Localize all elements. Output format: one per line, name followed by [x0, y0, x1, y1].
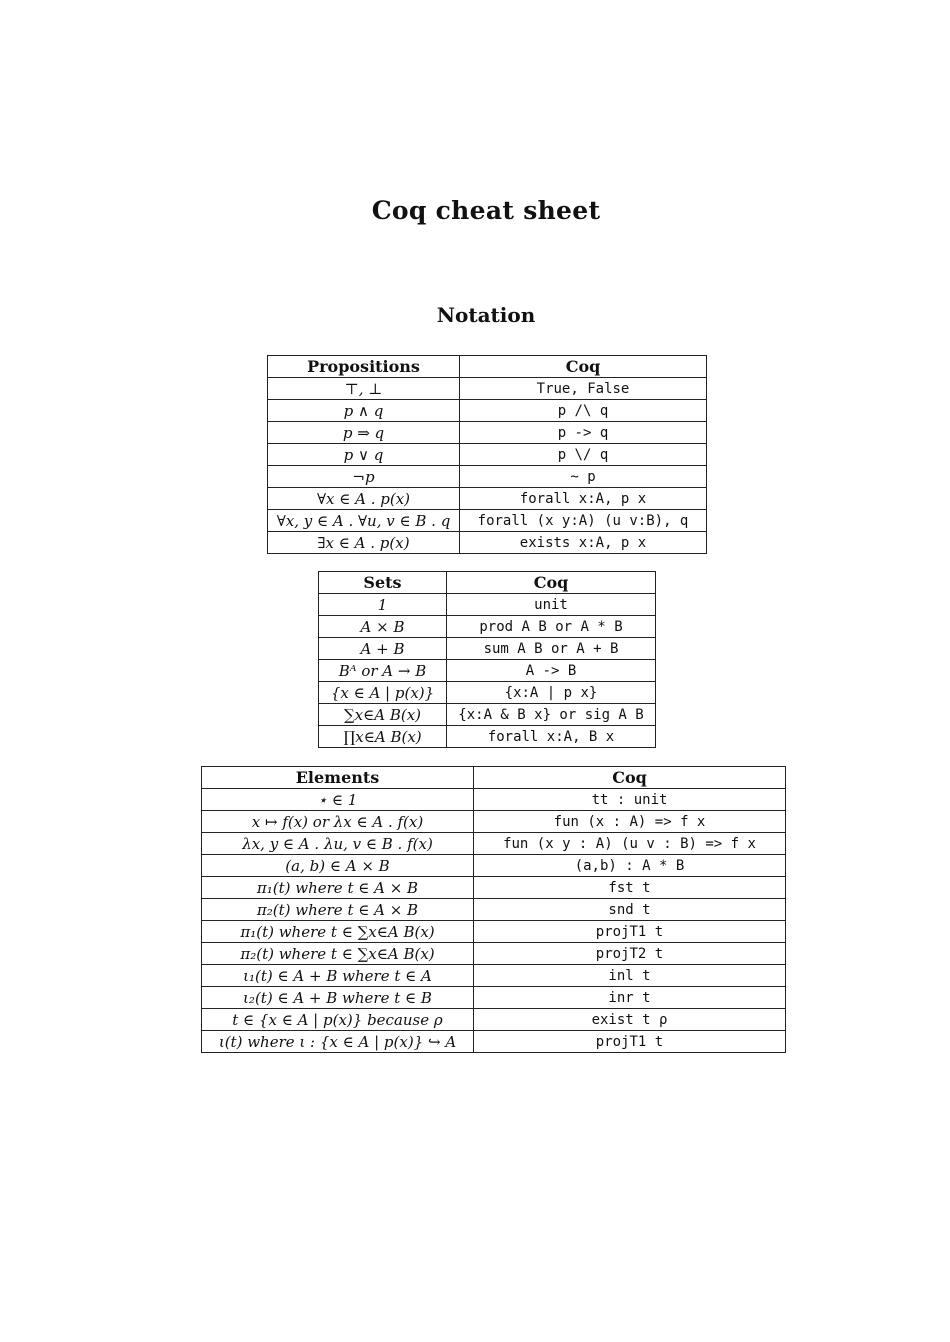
table-header-row	[202, 767, 786, 789]
math-cell: ⋆ ∈ 1	[202, 789, 474, 811]
math-cell: ∀x ∈ A . p(x)	[268, 488, 460, 510]
coq-cell: exists x:A, p x	[460, 532, 707, 554]
table-row	[319, 682, 656, 704]
math-cell: ∏x∈A B(x)	[319, 726, 447, 748]
coq-cell: projT2 t	[474, 943, 786, 965]
column-header: Coq	[460, 356, 707, 378]
math-cell: ⊤, ⊥	[268, 378, 460, 400]
propositions-table	[267, 355, 707, 554]
math-cell: p ∨ q	[268, 444, 460, 466]
math-cell: A × B	[319, 616, 447, 638]
table-header-row	[268, 356, 707, 378]
math-cell: (a, b) ∈ A × B	[202, 855, 474, 877]
coq-cell: ~ p	[460, 466, 707, 488]
math-cell: t ∈ {x ∈ A | p(x)} because ρ	[202, 1009, 474, 1031]
math-cell: π₂(t) where t ∈ A × B	[202, 899, 474, 921]
coq-cell: unit	[447, 594, 656, 616]
coq-cell: inl t	[474, 965, 786, 987]
coq-cell: p \/ q	[460, 444, 707, 466]
math-cell: ∃x ∈ A . p(x)	[268, 532, 460, 554]
table-row	[202, 1031, 786, 1053]
coq-cell: forall x:A, p x	[460, 488, 707, 510]
elements-table	[201, 766, 786, 1053]
coq-cell: sum A B or A + B	[447, 638, 656, 660]
page-title: Coq cheat sheet	[371, 196, 601, 225]
table-row	[319, 660, 656, 682]
table-row	[319, 616, 656, 638]
coq-cell: projT1 t	[474, 921, 786, 943]
math-cell: p ∧ q	[268, 400, 460, 422]
coq-cell: (a,b) : A * B	[474, 855, 786, 877]
table-row	[268, 444, 707, 466]
math-cell: Bᴬ or A → B	[319, 660, 447, 682]
math-cell: x ↦ f(x) or λx ∈ A . f(x)	[202, 811, 474, 833]
coq-cell: exist t ρ	[474, 1009, 786, 1031]
math-cell: 1	[319, 594, 447, 616]
math-cell: π₁(t) where t ∈ ∑x∈A B(x)	[202, 921, 474, 943]
math-cell: π₂(t) where t ∈ ∑x∈A B(x)	[202, 943, 474, 965]
coq-cell: forall (x y:A) (u v:B), q	[460, 510, 707, 532]
coq-cell: p /\ q	[460, 400, 707, 422]
coq-cell: p -> q	[460, 422, 707, 444]
table-row	[319, 726, 656, 748]
coq-cell: True, False	[460, 378, 707, 400]
coq-cell: {x:A | p x}	[447, 682, 656, 704]
math-cell: π₁(t) where t ∈ A × B	[202, 877, 474, 899]
table-row	[268, 422, 707, 444]
math-cell: ¬p	[268, 466, 460, 488]
table-row	[202, 943, 786, 965]
math-cell: λx, y ∈ A . λu, v ∈ B . f(x)	[202, 833, 474, 855]
coq-cell: projT1 t	[474, 1031, 786, 1053]
table-header-row	[319, 572, 656, 594]
coq-cell: snd t	[474, 899, 786, 921]
table-row	[202, 877, 786, 899]
math-cell: ι₂(t) ∈ A + B where t ∈ B	[202, 987, 474, 1009]
table-row	[202, 811, 786, 833]
math-cell: {x ∈ A | p(x)}	[319, 682, 447, 704]
math-cell: A + B	[319, 638, 447, 660]
coq-cell: fun (x y : A) (u v : B) => f x	[474, 833, 786, 855]
coq-cell: forall x:A, B x	[447, 726, 656, 748]
table-row	[202, 899, 786, 921]
math-cell: ∀x, y ∈ A . ∀u, v ∈ B . q	[268, 510, 460, 532]
math-cell: ι₁(t) ∈ A + B where t ∈ A	[202, 965, 474, 987]
coq-cell: fst t	[474, 877, 786, 899]
column-header: Elements	[202, 767, 474, 789]
coq-cell: prod A B or A * B	[447, 616, 656, 638]
table-row	[319, 638, 656, 660]
table-row	[319, 704, 656, 726]
table-row	[319, 594, 656, 616]
table-row	[202, 987, 786, 1009]
math-cell: p ⇒ q	[268, 422, 460, 444]
section-heading: Notation	[436, 303, 536, 327]
table-row	[268, 466, 707, 488]
table-row	[202, 833, 786, 855]
table-row	[268, 488, 707, 510]
table-row	[268, 532, 707, 554]
table-row	[268, 510, 707, 532]
column-header: Propositions	[268, 356, 460, 378]
coq-cell: {x:A & B x} or sig A B	[447, 704, 656, 726]
column-header: Coq	[447, 572, 656, 594]
math-cell: ∑x∈A B(x)	[319, 704, 447, 726]
sets-table	[318, 571, 656, 748]
coq-cell: inr t	[474, 987, 786, 1009]
coq-cell: fun (x : A) => f x	[474, 811, 786, 833]
math-cell: ι(t) where ι : {x ∈ A | p(x)} ↪ A	[202, 1031, 474, 1053]
table-row	[202, 1009, 786, 1031]
table-row	[268, 378, 707, 400]
table-row	[202, 965, 786, 987]
coq-cell: tt : unit	[474, 789, 786, 811]
table-row	[268, 400, 707, 422]
column-header: Sets	[319, 572, 447, 594]
coq-cell: A -> B	[447, 660, 656, 682]
table-row	[202, 789, 786, 811]
table-row	[202, 921, 786, 943]
column-header: Coq	[474, 767, 786, 789]
table-row	[202, 855, 786, 877]
